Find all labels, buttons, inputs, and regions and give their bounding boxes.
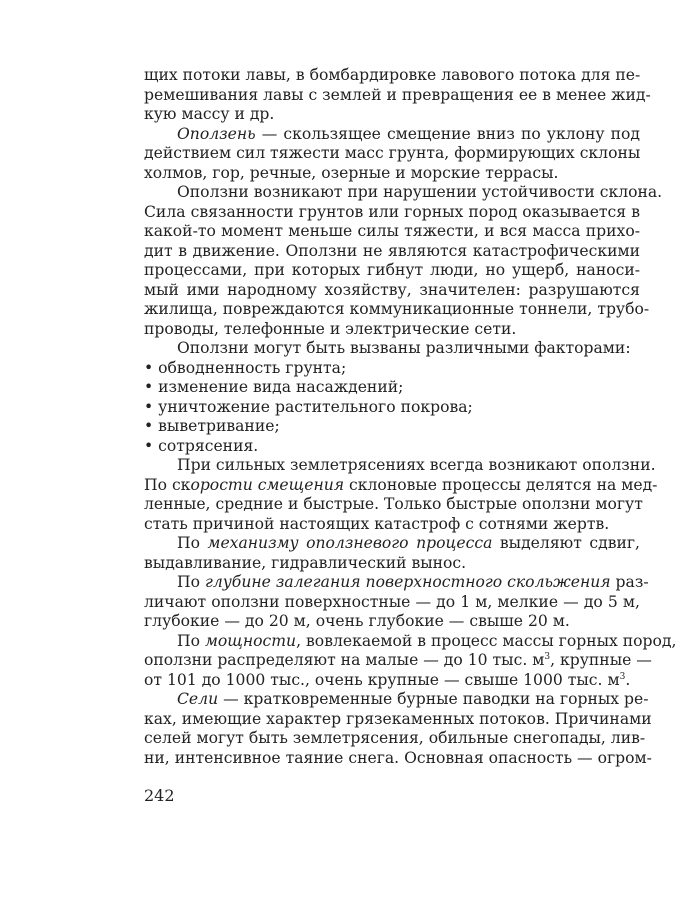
text-line: ленные, средние и быстрые. Только быстрые оползни могут	[144, 495, 643, 513]
text-line: личают оползни поверхностные — до 1 м, мелкие — до 5 м,	[144, 592, 640, 611]
term-mechanism: механизму оползневого процесса	[207, 534, 493, 552]
text-line: Сила связанности грунтов или горных пород оказывается в	[144, 202, 640, 221]
term-depth: глубине залегания поверхностного скольжения	[204, 573, 611, 591]
page-body	[144, 66, 677, 768]
text-line: какой-то момент меньше силы тяжести, и вся масса прихо-	[144, 222, 640, 240]
text-line: оползни распределяют на малые — до 10 тыс. $м^3$, крупные —	[144, 651, 652, 669]
text-line: По механизму оползневого процесса выделяют сдвиг,	[177, 534, 641, 552]
text-line: процессами, при которых гибнут люди, но ущерб, наноси-	[144, 261, 640, 279]
term-mudflow: Сели	[177, 690, 219, 708]
text-line: жилища, повреждаются коммуникационные тоннели, трубо-	[144, 300, 650, 318]
text-line: При сильных землетрясениях всегда возникают оползни.	[177, 456, 656, 474]
text-line: проводы, телефонные и электрические сети.	[144, 319, 517, 338]
text-line: ремешивания лавы с землей и превращения ее в менее жид-	[144, 85, 651, 104]
text-line: щих потоки лавы, в бомбардировке лавового потока для пе-	[144, 66, 641, 84]
list-item: • сотрясения.	[144, 436, 259, 455]
text-line: По мощности, вовлекаемой в процесс массы горных пород,	[177, 631, 677, 650]
text-line: ках, имеющие характер грязекаменных потоков. Причинами	[144, 709, 652, 728]
term-speed: орости смещения	[190, 475, 345, 494]
text-line: глубокие — до 20 м, очень глубокие — свыше 20 м.	[144, 612, 570, 630]
list-item: • изменение вида насаждений;	[144, 378, 404, 396]
text-line: кую массу и др.	[144, 105, 275, 123]
text-line: По глубине залегания поверхностного скольжения раз-	[177, 573, 649, 591]
text-line: выдавливание, гидравлический вынос.	[144, 553, 467, 572]
list-item: • выветривание;	[144, 417, 280, 435]
text-line: холмов, гор, речные, озерные и морские террасы.	[144, 163, 559, 182]
text-line: дит в движение. Оползни не являются катастрофическими	[144, 241, 640, 260]
text-line: Оползень — скользящее смещение вниз по уклону под	[177, 124, 640, 143]
text-line: По скорости смещения склоновые процессы делятся на мед-	[144, 475, 658, 494]
text-line: Сели — кратковременные бурные паводки на горных ре-	[177, 690, 649, 708]
text-line: селей могут быть землетрясения, обильные снегопады, лив-	[144, 729, 646, 747]
text-line: ни, интенсивное таяние снега. Основная опасность — огром-	[144, 748, 652, 767]
text-line: стать причиной настоящих катастроф с сотнями жертв.	[144, 514, 610, 533]
text-line: Оползни возникают при нарушении устойчивости склона.	[177, 183, 663, 201]
term-power: мощности	[204, 631, 297, 650]
text-line: мый ими народному хозяйству, значителен: разрушаются	[144, 280, 640, 299]
page-number: 242	[144, 786, 175, 805]
term-landslide: Оползень	[177, 124, 256, 143]
text-line: от 101 до 1000 тыс., очень крупные — свыше 1000 тыс. $м^3$.	[144, 670, 631, 689]
list-item: • обводненность грунта;	[144, 358, 347, 377]
list-item: • уничтожение растительного покрова;	[144, 397, 473, 416]
text-line: Оползни могут быть вызваны различными факторами:	[177, 339, 631, 357]
text-line: действием сил тяжести масс грунта, формирующих склоны	[144, 144, 641, 162]
